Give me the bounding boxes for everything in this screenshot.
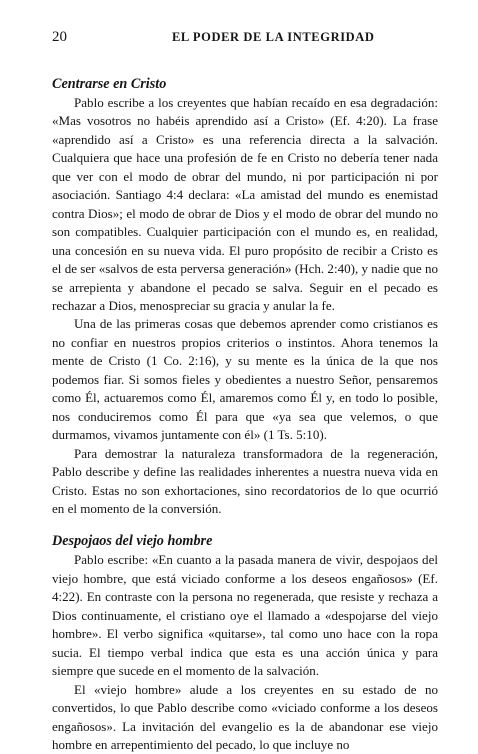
page-number: 20 — [52, 29, 67, 45]
paragraph: Pablo escribe: «En cuanto a la pasada manera de vivir, despojaos del viejo hombre, que está viciado conforme a los deseos engañosos» (Ef. 4:22). En contraste con la persona no regenerada, que resiste y rechaza a Dios continuamente, el cristiano oye el llamado a «despojarse del viejo hombre». El verbo significa «quitarse», tal como uno hace con la ropa sucia. El tiempo verbal indica que esta es una acción única y para siempre que sucede en el momento de la salvación. — [52, 552, 438, 679]
page-body — [52, 75, 438, 754]
paragraph: Pablo escribe a los creyentes que habían recaído en esa degradación: «Mas vosotros no habéis aprendido así a Cristo» (Ef. 4:20). La frase «aprendido así a Cristo» es una referencia directa a la salvación. Cualquiera que hace una profesión de fe en Cristo no debería tener nada que ver con el modo de obrar del mundo, ni por participación ni por asociación. Santiago 4:4 declara: «La amistad del mundo es enemistad contra Dios»; el modo de obrar de Dios y el modo de obrar del mundo no son compatibles. Cualquier participación con el mundo es, en realidad, una concesión en su nueva vida. El puro propósito de recibir a Cristo es el de ser «salvos de esta perversa generación» (Hch. 2:40), y nadie que no se arrepienta y abandone el pecado se salva. Seguir en el pecado es rechazar a Dios, menospreciar su gracia y anular la fe. — [52, 95, 438, 313]
paragraph: El «viejo hombre» alude a los creyentes en su estado de no convertidos, lo que Pablo describe como «viciado conforme a los deseos engañosos». La invitación del evangelio es la de abandonar ese viejo hombre en arrepentimiento del pecado, lo que incluye no — [52, 681, 438, 752]
section-heading: Despojaos del viejo hombre — [52, 533, 213, 550]
paragraph: Una de las primeras cosas que debemos aprender como cristianos es no confiar en nuestros propios criterios o instintos. Ahora tenemos la mente de Cristo (1 Co. 2:16), y su mente es la única de la que nos podemos fiar. Si somos fieles y obedientes a nuestro Señor, pensaremos como Él, actuaremos como Él, amaremos como Él y, en todo lo posible, nos conduciremos como Él para que «ya sea que velemos, o que durmamos, vivamos juntamente con él» (1 Ts. 5:10). — [52, 316, 438, 443]
section-spacer — [52, 518, 438, 532]
running-head: EL PODER DE LA INTEGRIDAD — [172, 30, 375, 44]
paragraph: Para demostrar la naturaleza transformadora de la regeneración, Pablo describe y define las realidades inherentes a nuestra nueva vida en Cristo. Estas no son exhortaciones, sino recordatorios de lo que ocurrió en el momento de la conversión. — [52, 445, 438, 516]
section-heading: Centrarse en Cristo — [52, 76, 167, 92]
